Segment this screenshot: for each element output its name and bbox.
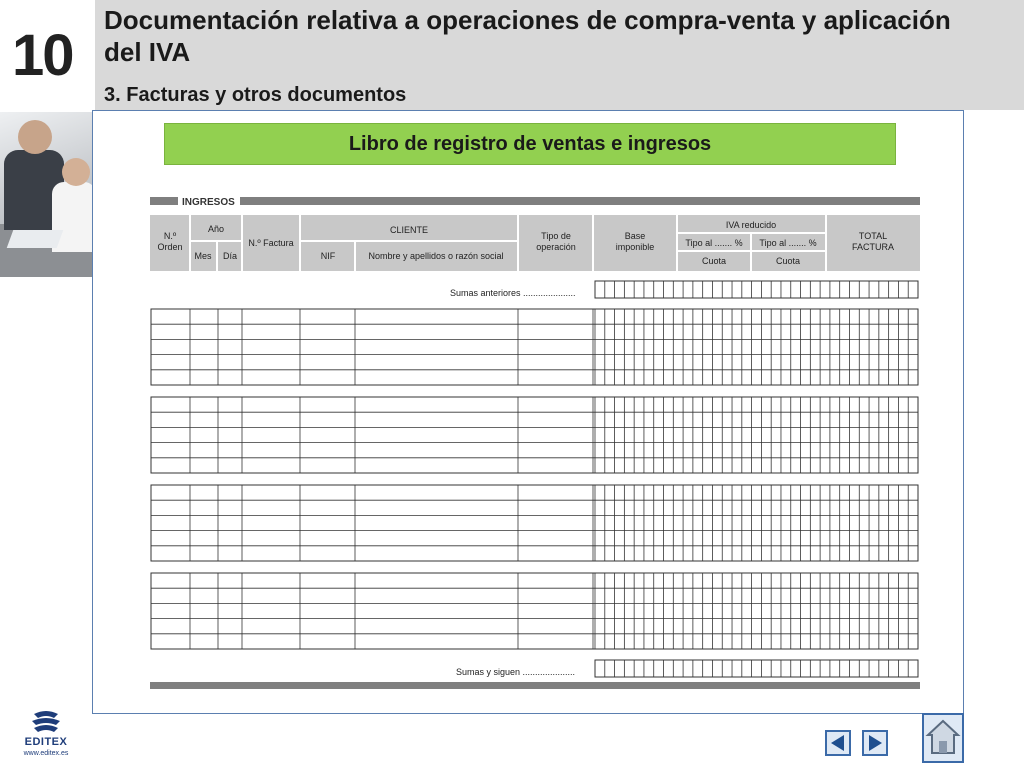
section-banner: Libro de registro de ventas e ingresos: [164, 123, 896, 165]
col-cuota-1: Cuota: [701, 256, 727, 266]
triangle-left-icon: [827, 732, 849, 754]
col-mes: Mes: [194, 251, 212, 261]
col-cliente: CLIENTE: [389, 225, 429, 235]
triangle-right-icon: [864, 732, 886, 754]
ledger-section-title: INGRESOS: [182, 197, 235, 208]
home-icon: [924, 715, 962, 761]
col-factura: N.º Factura: [248, 238, 294, 248]
ledger-block: [151, 309, 918, 385]
col-total-factura: TOTAL FACTURA: [851, 231, 895, 252]
unit-number: 10: [12, 23, 73, 88]
business-people-photo: [0, 112, 95, 277]
col-nombre: Nombre y apellidos o razón social: [368, 251, 504, 261]
ledger-block: [151, 573, 918, 649]
ledger-form: [150, 195, 920, 695]
ledger-top-bar: [150, 197, 920, 205]
sumas-y-siguen-label: Sumas y siguen .....................: [456, 667, 576, 677]
editex-logo-icon: [14, 708, 78, 736]
logo-url: www.editex.es: [23, 750, 69, 757]
ledger-block: [151, 397, 918, 473]
col-orden: N.º Orden: [157, 231, 183, 252]
col-cuota-2: Cuota: [775, 256, 801, 266]
col-tipo-al-1: Tipo al ....... %: [685, 238, 743, 248]
home-button[interactable]: [922, 713, 964, 763]
col-iva-reducido: IVA reducido: [725, 220, 777, 230]
ledger-bottom-bar: [150, 682, 920, 689]
ledger-rows: [151, 309, 918, 649]
col-base-imponible: Base imponible: [615, 231, 655, 252]
sumas-anteriores-label: Sumas anteriores .....................: [450, 288, 576, 298]
col-dia: Día: [222, 251, 238, 261]
sumas-y-siguen-grid: [595, 660, 918, 677]
col-nif: NIF: [320, 251, 336, 261]
col-tipo-al-2: Tipo al ....... %: [759, 238, 817, 248]
page-subtitle: 3. Facturas y otros documentos: [104, 84, 407, 106]
col-anio: Año: [207, 224, 225, 234]
previous-slide-button[interactable]: [825, 730, 851, 756]
col-tipo-operacion: Tipo de operación: [536, 231, 576, 252]
logo-name: EDITEX: [24, 736, 68, 748]
ledger-block: [151, 485, 918, 561]
sumas-anteriores-grid: [595, 281, 918, 298]
page-title: Documentación relativa a operaciones de compra-venta y aplicación del IVA: [104, 5, 951, 67]
next-slide-button[interactable]: [862, 730, 888, 756]
editex-logo: [14, 708, 78, 758]
